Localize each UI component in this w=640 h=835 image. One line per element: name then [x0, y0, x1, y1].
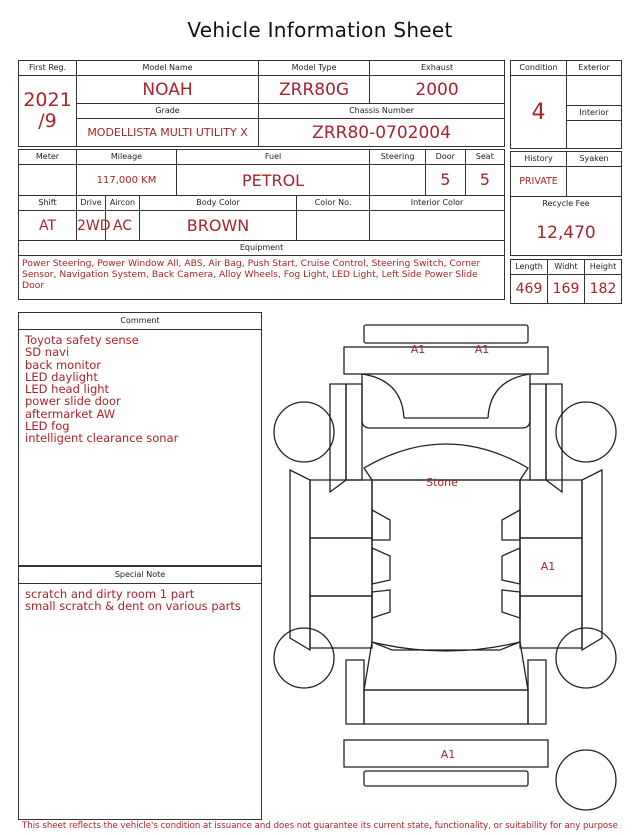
first-reg-label: First Reg.: [19, 61, 77, 76]
car-damage-diagram: [270, 320, 625, 820]
vehicle-info-table: [18, 60, 505, 300]
damage-windshield: Stone: [426, 476, 458, 489]
list-item: Toyota safety sense: [25, 333, 139, 347]
door-value: 5: [440, 170, 451, 189]
exhaust-value: 2000: [370, 76, 505, 104]
list-item: LED head light: [25, 382, 110, 397]
list-item: back monitor: [25, 357, 101, 372]
length-label: Length: [511, 260, 548, 275]
special-note-box: [18, 566, 262, 820]
hood: [362, 374, 530, 428]
seat-value: 5: [479, 170, 490, 189]
left-sill: [290, 470, 310, 650]
first-reg-month: /9: [38, 110, 57, 132]
syaken-label: Syaken: [567, 152, 622, 167]
drive-value: 2WD: [77, 211, 106, 241]
comment-list: [19, 330, 261, 449]
right-headlight-arc: [488, 374, 530, 418]
special-note-label: Special Note: [19, 566, 261, 584]
height-label: Height: [585, 260, 622, 275]
width-label: Widht: [548, 260, 585, 275]
left-front-wheel: [274, 402, 334, 462]
aircon-value: AC: [106, 211, 140, 241]
damage-right-rear-door: A1: [540, 560, 556, 573]
fuel-value: PETROL: [177, 165, 370, 196]
model-name-label: Model Name: [77, 61, 259, 76]
mileage-value: 117,000 KM: [77, 165, 177, 196]
exterior-value: [567, 76, 622, 106]
seat-label: Seat: [475, 152, 494, 161]
page-title: Vehicle Information Sheet: [187, 18, 453, 42]
interior-color-value: [370, 211, 505, 241]
model-type-value: ZRR80G: [259, 76, 370, 104]
door-seat-labels: [426, 150, 505, 165]
shift-value: AT: [19, 211, 77, 241]
color-no-value: [297, 211, 370, 241]
right-front-wheel: [556, 402, 616, 462]
exhaust-label: Exhaust: [370, 61, 505, 76]
right-front-door: [520, 480, 582, 538]
front-bumper: [344, 347, 548, 374]
grade-label: Grade: [77, 104, 259, 119]
history-label: History: [511, 152, 567, 167]
chassis-number-label: Chassis Number: [259, 104, 505, 119]
list-item: aftermarket AW: [25, 406, 116, 421]
right-front-fender: [530, 384, 546, 480]
exterior-label: Exterior: [567, 61, 622, 76]
first-reg-value: [19, 76, 77, 147]
spare-wheel: [556, 750, 616, 810]
list-item: intelligent clearance sonar: [25, 431, 179, 446]
drive-label: Drive: [77, 196, 106, 211]
condition-value: 4: [511, 76, 567, 149]
recycle-fee-label: Recycle Fee: [511, 197, 622, 212]
first-reg-year: 2021: [23, 89, 72, 111]
rear-window: [364, 642, 528, 690]
right-rear-wheel: [556, 628, 616, 688]
left-rear-wheel: [274, 628, 334, 688]
condition-table: [510, 60, 622, 256]
left-middle-door: [310, 538, 372, 596]
mileage-label: Mileage: [77, 150, 177, 165]
comment-label: Comment: [19, 313, 261, 330]
left-front-fender: [346, 384, 362, 480]
damage-front-bumper-left: A1: [410, 343, 426, 356]
meter-value: [19, 165, 77, 196]
list-item: power slide door: [25, 394, 121, 409]
list-item: SD navi: [25, 345, 70, 360]
syaken-value: [567, 167, 622, 197]
color-no-label: Color No.: [297, 196, 370, 211]
rear-bumper-bottom-bar: [364, 771, 528, 786]
recycle-fee-value: 12,470: [511, 211, 622, 255]
steering-value: [370, 165, 426, 196]
body-color-label: Body Color: [140, 196, 297, 211]
condition-label: Condition: [511, 61, 567, 76]
door-seat-values: [426, 165, 505, 196]
model-type-label: Model Type: [259, 61, 370, 76]
interior-color-label: Interior Color: [370, 196, 505, 211]
grade-value: MODELLISTA MULTI UTILITY X: [77, 119, 259, 147]
damage-front-bumper-right: A1: [474, 343, 490, 356]
body-color-value: BROWN: [140, 211, 297, 241]
left-front-door: [310, 480, 372, 538]
model-name-value: NOAH: [77, 76, 259, 104]
list-item: scratch and dirty room 1 part: [25, 587, 195, 601]
history-value: PRIVATE: [511, 167, 567, 197]
width-value: 169: [548, 275, 585, 304]
list-item: LED fog: [25, 419, 70, 434]
list-item: small scratch & dent on various parts: [25, 599, 241, 614]
special-note-list: [19, 584, 261, 617]
left-rear-panel: [310, 596, 372, 648]
right-sill: [582, 470, 602, 650]
tailgate: [364, 690, 528, 724]
right-rear-panel: [520, 596, 582, 648]
steering-label: Steering: [370, 150, 426, 165]
equipment-label: Equipment: [19, 241, 505, 256]
chassis-number-value: ZRR80-0702004: [259, 119, 505, 147]
height-value: 182: [585, 275, 622, 304]
aircon-label: Aircon: [106, 196, 140, 211]
equipment-value: Power Steering, Power Window All, ABS, Air Bag, Push Start, Cruise Control, Steering Switch, Corner Sensor, Navigation System, Back Camera, Alloy Wheels, Fog Light, LED Light, Left Side Power Slide Door: [19, 256, 505, 300]
front-bumper-top-bar: [364, 325, 528, 343]
list-item: LED daylight: [25, 369, 98, 384]
interior-value: [567, 121, 622, 149]
fuel-label: Fuel: [177, 150, 370, 165]
windshield: [364, 444, 528, 480]
interior-label: Interior: [567, 106, 622, 121]
dimensions-table: [510, 259, 622, 304]
shift-label: Shift: [19, 196, 77, 211]
damage-rear-bumper: A1: [440, 748, 456, 761]
disclaimer-footer: This sheet reflects the vehicle's condition at issuance and does not guarantee its current state, functionality, or suitability for any purpose: [22, 821, 618, 831]
left-headlight-arc: [362, 374, 404, 418]
roof: [372, 480, 520, 651]
door-label: Door: [435, 152, 455, 161]
meter-label: Meter: [19, 150, 77, 165]
comment-box: [18, 312, 262, 566]
length-value: 469: [511, 275, 548, 304]
